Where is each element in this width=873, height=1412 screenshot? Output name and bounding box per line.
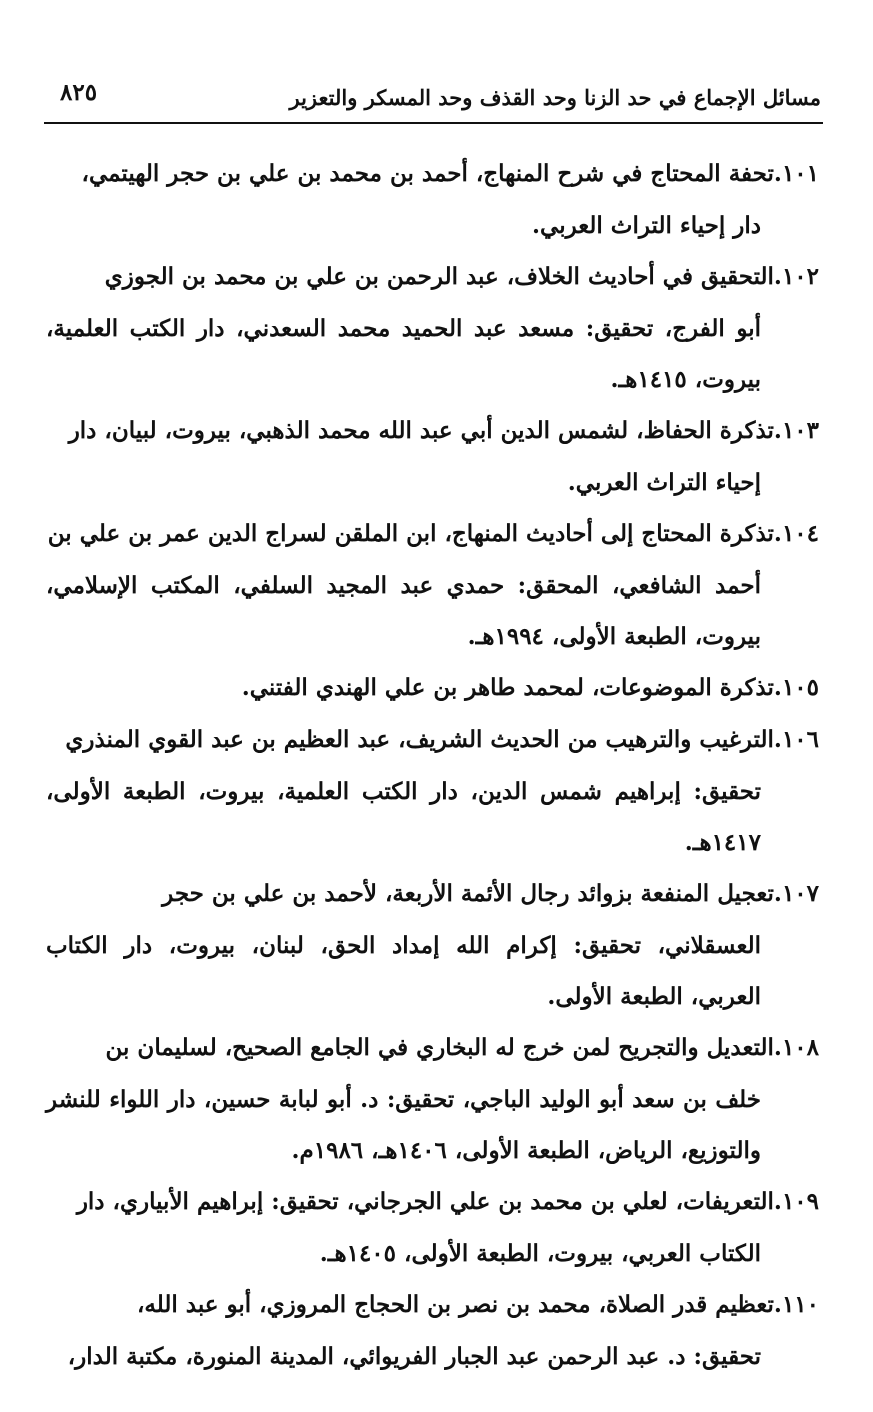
entry-number: ١٠٩. [773, 1188, 819, 1215]
entry-continuation: أبو الفرج، تحقيق: مسعد عبد الحميد محمد السعدني، دار الكتب العلمية، بيروت، ١٤١٥هـ. [46, 315, 761, 393]
entry-first-line: تذكرة الموضوعات، لمحمد طاهر بن علي الهندي الفتني. [241, 674, 774, 701]
entry-continuation: تحقيق: إبراهيم شمس الدين، دار الكتب العلمية، بيروت، الطبعة الأولى، ١٤١٧هـ. [46, 778, 761, 856]
bibliography-entry [46, 405, 819, 508]
bibliography-entry [46, 1279, 819, 1382]
entry-number: ١٠٤. [773, 520, 819, 547]
bibliography-entry [46, 1176, 819, 1279]
entry-continuation: العسقلاني، تحقيق: إكرام الله إمداد الحق، لبنان، بيروت، دار الكتاب العربي، الطبعة الأولى. [46, 932, 761, 1010]
bibliography-entry [46, 662, 819, 714]
entry-continuation: دار إحياء التراث العربي. [532, 212, 761, 239]
entry-first-line: تذكرة الحفاظ، لشمس الدين أبي عبد الله محمد الذهبي، بيروت، لبيان، دار [68, 417, 774, 444]
entry-first-line: تعظيم قدر الصلاة، محمد بن نصر بن الحجاج المروزي، أبو عبد الله، [136, 1291, 774, 1318]
running-title: مسائل الإجماع في حد الزنا وحد القذف وحد المسكر والتعزير [289, 85, 821, 110]
entry-continuation: خلف بن سعد أبو الوليد الباجي، تحقيق: د. أبو لبابة حسين، دار اللواء للنشر والتوزيع، الرياض، الطبعة الأولى، ١٤٠٦هـ، ١٩٨٦م. [46, 1086, 761, 1164]
page-header [48, 70, 821, 120]
entry-number: ١٠١. [773, 160, 819, 187]
entry-first-line: تحفة المحتاج في شرح المنهاج، أحمد بن محمد بن علي بن حجر الهيتمي، [81, 160, 774, 187]
header-divider [44, 122, 823, 124]
entry-number: ١٠٧. [773, 880, 819, 907]
entry-continuation: أحمد الشافعي، المحقق: حمدي عبد المجيد السلفي، المكتب الإسلامي، بيروت، الطبعة الأولى، ١٩٩٤هـ. [46, 572, 761, 650]
entry-first-line: الترغيب والترهيب من الحديث الشريف، عبد العظيم بن عبد القوي المنذري [65, 726, 774, 753]
entry-number: ١١٠. [773, 1291, 819, 1318]
entry-continuation: الكتاب العربي، بيروت، الطبعة الأولى، ١٤٠٥هـ. [319, 1240, 761, 1267]
entry-first-line: تعجيل المنفعة بزوائد رجال الأئمة الأربعة، لأحمد بن علي بن حجر [162, 880, 774, 907]
entry-number: ١٠٦. [773, 726, 819, 753]
entry-first-line: التعريفات، لعلي بن محمد بن علي الجرجاني، تحقيق: إبراهيم الأبياري، دار [76, 1188, 774, 1215]
entry-number: ١٠٢. [773, 263, 819, 290]
entry-first-line: تذكرة المحتاج إلى أحاديث المنهاج، ابن الملقن لسراج الدين عمر بن علي بن [47, 520, 774, 547]
entry-first-line: التحقيق في أحاديث الخلاف، عبد الرحمن بن علي بن محمد بن الجوزي [104, 263, 774, 290]
bibliography-entry [46, 868, 819, 1022]
bibliography-entry [46, 1022, 819, 1176]
entry-number: ١٠٣. [773, 417, 819, 444]
entry-continuation: تحقيق: د. عبد الرحمن عبد الجبار الفريوائي، المدينة المنورة، مكتبة الدار، [67, 1343, 761, 1370]
entry-first-line: التعديل والتجريح لمن خرج له البخاري في الجامع الصحيح، لسليمان بن [105, 1034, 774, 1061]
bibliography-list [46, 148, 819, 1382]
bibliography-entry [46, 251, 819, 405]
entry-continuation: إحياء التراث العربي. [567, 469, 761, 496]
bibliography-entry [46, 148, 819, 251]
page-number: ٨٢٥ [60, 79, 98, 106]
entry-number: ١٠٥. [773, 674, 819, 701]
bibliography-entry [46, 508, 819, 662]
bibliography-entry [46, 714, 819, 868]
entry-number: ١٠٨. [773, 1034, 819, 1061]
